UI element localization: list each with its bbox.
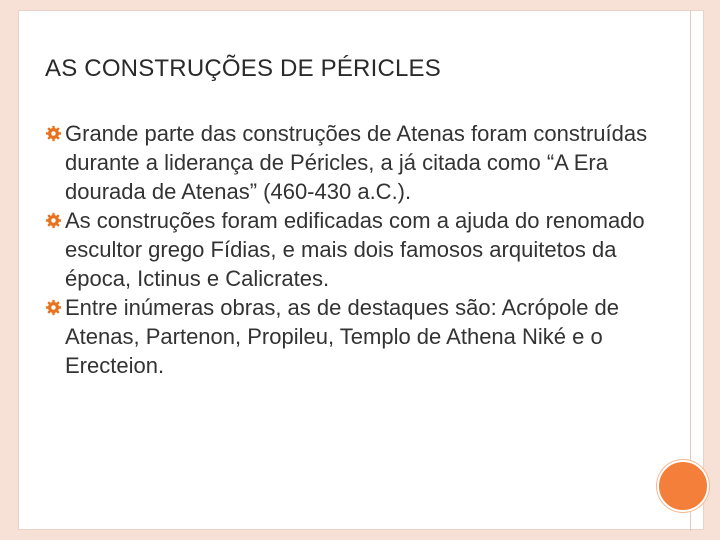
- gear-bullet-icon: [45, 212, 62, 229]
- bullet-list: [45, 119, 667, 380]
- slide: [18, 10, 704, 530]
- bullet-item: [45, 293, 667, 380]
- bullet-text: Entre inúmeras obras, as de destaques são: Acrópole de Atenas, Partenon, Propileu, Templo de Athena Niké e o Erecteion.: [65, 295, 620, 378]
- gear-bullet-icon: [45, 299, 62, 316]
- bullet-text: Grande parte das construções de Atenas foram construídas durante a liderança de Péricles, a já citada como “A Era dourada de Atenas” (460-430 a.C.).: [65, 121, 648, 204]
- slide-title: AS CONSTRUÇÕES DE PÉRICLES: [45, 55, 441, 82]
- bullet-text: As construções foram edificadas com a ajuda do renomado escultor grego Fídias, e mais dois famosos arquitetos da época, Ictinus e Calicrates.: [65, 208, 645, 291]
- decorative-orange-circle: [657, 460, 709, 512]
- decorative-line: [690, 11, 691, 531]
- gear-bullet-icon: [45, 125, 62, 142]
- bullet-item: [45, 206, 667, 293]
- bullet-item: [45, 119, 667, 206]
